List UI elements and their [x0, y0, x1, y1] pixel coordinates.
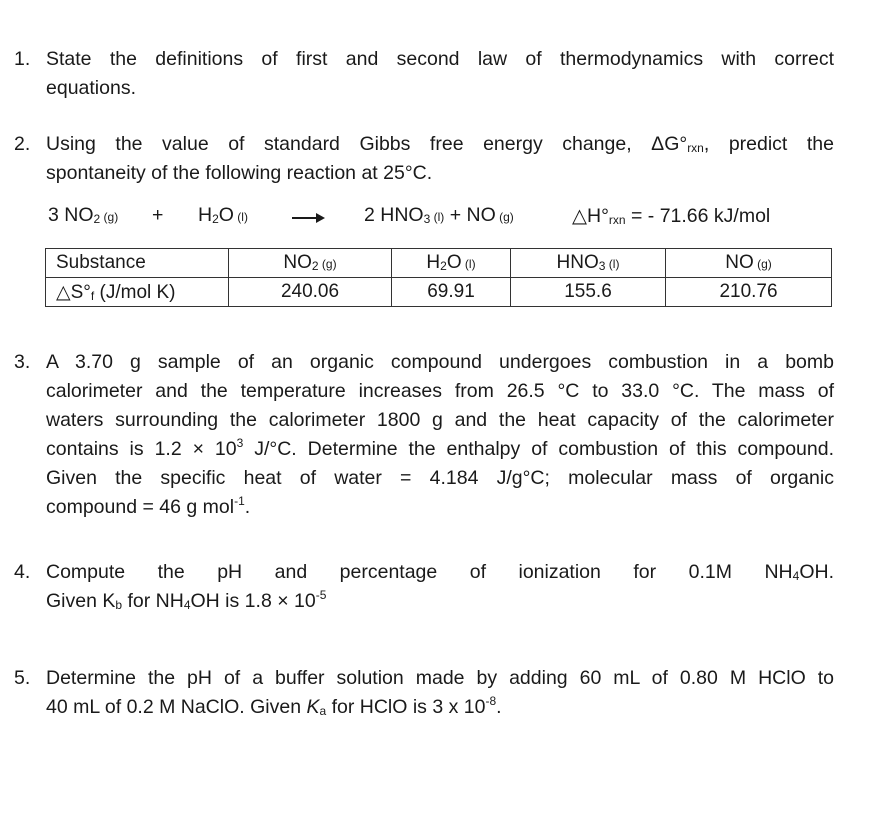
plus-sign: +: [152, 204, 164, 226]
question-text: [46, 45, 834, 103]
text-line: Given $K_b$ for $NH_4OH$ is $1.8 \times 10^{-5}$: [46, 588, 327, 612]
text-line: A 3.70 g sample of an organic compound undergoes combustion in a bomb: [46, 351, 834, 373]
question-number: 2.: [14, 133, 31, 155]
table-header-cell: $H_2O$ (l): [392, 249, 511, 278]
text-line: Compute the pH and percentage of ionization for 0.1M $NH_4OH$.: [46, 561, 834, 583]
question-1: [14, 45, 834, 103]
text: , predict the: [703, 133, 835, 155]
question-4: [14, 558, 834, 616]
table-cell: 69.91: [392, 278, 511, 307]
text-line: compound = 46 g mol$^{-1}$.: [46, 494, 251, 518]
products: 2 $HNO_3$ (l) + NO (g): [364, 204, 514, 226]
text-line: equations.: [46, 77, 136, 99]
question-number: 5.: [14, 667, 31, 689]
table-header-row: [46, 249, 832, 278]
text-line: calorimeter and the temperature increases from 26.5 °C to 33.0 °C. The mass of: [46, 380, 834, 402]
text-line: waters surrounding the calorimeter 1800 g and the heat capacity of the calorimeter: [46, 409, 834, 431]
table-header-cell: $HNO_3$ (l): [511, 249, 666, 278]
enthalpy-change: $\triangle H^\circ_{rxn}$ = - 71.66 kJ/mol: [572, 205, 771, 227]
reactant-no2: 3 $NO_2$ (g): [48, 204, 119, 226]
text-line: [46, 130, 834, 159]
question-2: [14, 130, 834, 188]
question-text: [46, 558, 834, 616]
question-number: 3.: [14, 351, 31, 373]
text-line: contains is $1.2 \times 10^3$ J/°C. Determine the enthalpy of combustion of this compound.: [46, 436, 834, 460]
question-text: [46, 348, 834, 522]
question-3: [14, 348, 834, 522]
table-row-label: $\triangle S^\circ_f$ (J/mol K): [46, 278, 229, 307]
question-number: 1.: [14, 48, 31, 70]
table-header-cell: $NO_2$ (g): [229, 249, 392, 278]
entropy-table: [45, 248, 832, 307]
text-line: State the definitions of first and second law of thermodynamics with correct: [46, 48, 834, 70]
question-text: [46, 130, 834, 188]
reaction-arrow-icon: [292, 217, 322, 219]
question-5: [14, 664, 834, 722]
table-cell: 210.76: [666, 278, 832, 307]
text-line: spontaneity of the following reaction at 25°C.: [46, 162, 433, 184]
table-header-cell: NO (g): [666, 249, 832, 278]
text-line: Determine the pH of a buffer solution made by adding 60 mL of 0.80 M HClO to: [46, 667, 834, 689]
subscript: rxn: [687, 141, 704, 155]
table-row: [46, 278, 832, 307]
text-line: Given the specific heat of water = 4.184 J/g°C; molecular mass of organic: [46, 467, 834, 489]
question-number: 4.: [14, 561, 31, 583]
reactant-h2o: $H_2O$ (l): [198, 204, 248, 226]
table-header-cell: Substance: [46, 249, 229, 278]
question-text: [46, 664, 834, 722]
table-cell: 155.6: [511, 278, 666, 307]
reaction-equation: [48, 204, 848, 232]
table-cell: 240.06: [229, 278, 392, 307]
text-line: 40 mL of 0.2 M NaClO. Given $K_a$ for HClO is 3 x $10^{-8}$.: [46, 694, 502, 718]
text: Using the value of standard Gibbs free energy change, ΔG°: [46, 133, 688, 155]
